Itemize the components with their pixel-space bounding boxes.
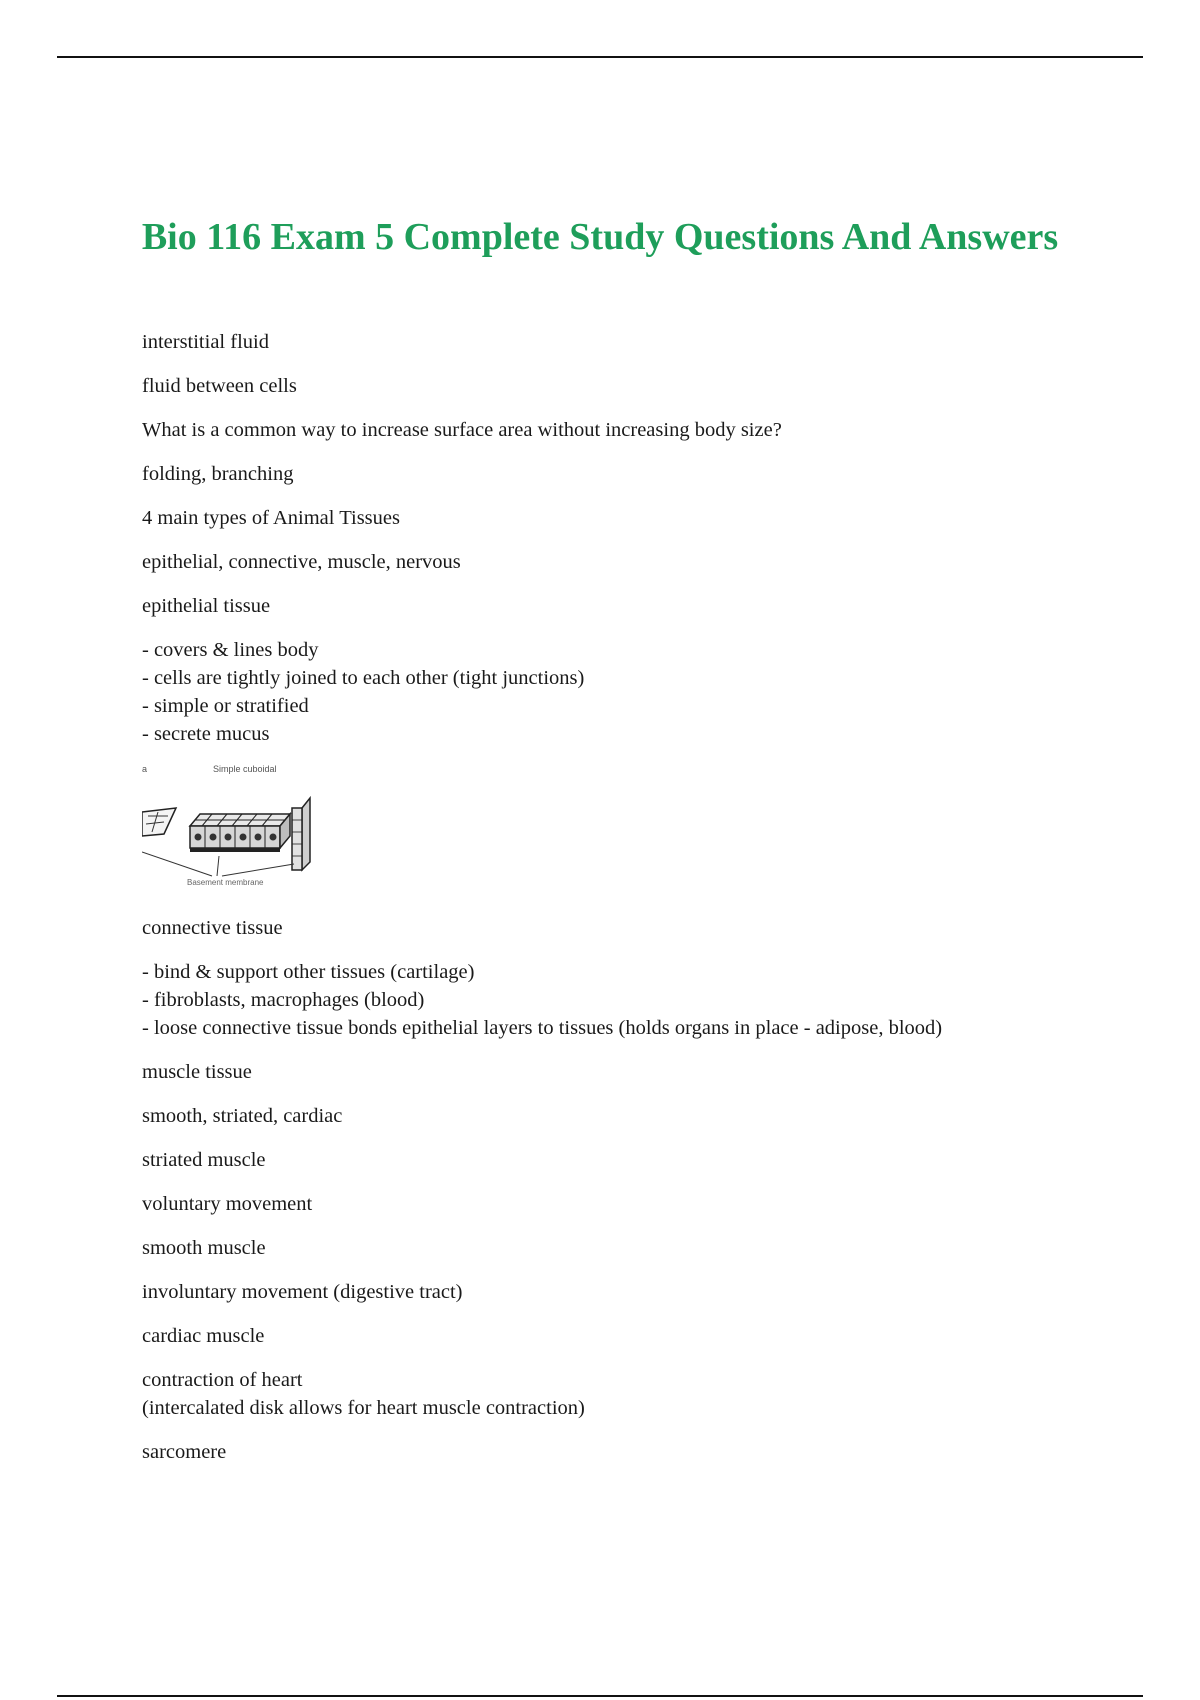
top-rule — [57, 56, 1143, 58]
figure-letter: a — [142, 764, 148, 774]
list-item: - bind & support other tissues (cartilage) — [142, 961, 475, 983]
card-term: striated muscle — [142, 1149, 266, 1171]
cardiac-definition — [142, 1366, 1102, 1422]
card-term: interstitial fluid — [142, 331, 269, 353]
list-item: - loose connective tissue bonds epithelial layers to tissues (holds organs in place - adipose, blood) — [142, 1017, 943, 1039]
list-item: - cells are tightly joined to each other (tight junctions) — [142, 667, 585, 689]
card-definition: epithelial, connective, muscle, nervous — [142, 551, 461, 573]
epithelial-definition — [142, 636, 1102, 748]
card-definition: fluid between cells — [142, 375, 297, 397]
definition-line: contraction of heart — [142, 1369, 303, 1391]
figure-label-bottom: Basement membrane — [187, 878, 264, 887]
card-term: cardiac muscle — [142, 1325, 265, 1347]
card-term: sarcomere — [142, 1441, 227, 1463]
card-term: epithelial tissue — [142, 595, 271, 617]
document-title: Bio 116 Exam 5 Complete Study Questions And Answers — [141, 216, 1059, 258]
list-item: - covers & lines body — [142, 639, 319, 661]
connective-definition — [142, 958, 1102, 1042]
card-definition: involuntary movement (digestive tract) — [142, 1281, 463, 1303]
card-term: muscle tissue — [142, 1061, 252, 1083]
card-term: smooth muscle — [142, 1237, 266, 1259]
definition-line: (intercalated disk allows for heart muscle contraction) — [142, 1397, 585, 1419]
list-item: - simple or stratified — [142, 695, 309, 717]
list-item: - secrete mucus — [142, 723, 270, 745]
card-definition: smooth, striated, cardiac — [142, 1105, 343, 1127]
figure-label-top: Simple cuboidal — [213, 764, 277, 774]
cuboidal-epithelium-illustration — [142, 764, 332, 894]
card-term: What is a common way to increase surface area without increasing body size? — [142, 419, 782, 441]
document-body — [142, 328, 1102, 1482]
list-item: - fibroblasts, macrophages (blood) — [142, 989, 425, 1011]
card-term: connective tissue — [142, 917, 283, 939]
card-term: 4 main types of Animal Tissues — [142, 507, 400, 529]
epithelial-figure — [142, 764, 332, 894]
bottom-rule — [57, 1695, 1143, 1697]
card-definition: voluntary movement — [142, 1193, 313, 1215]
card-definition: folding, branching — [142, 463, 294, 485]
